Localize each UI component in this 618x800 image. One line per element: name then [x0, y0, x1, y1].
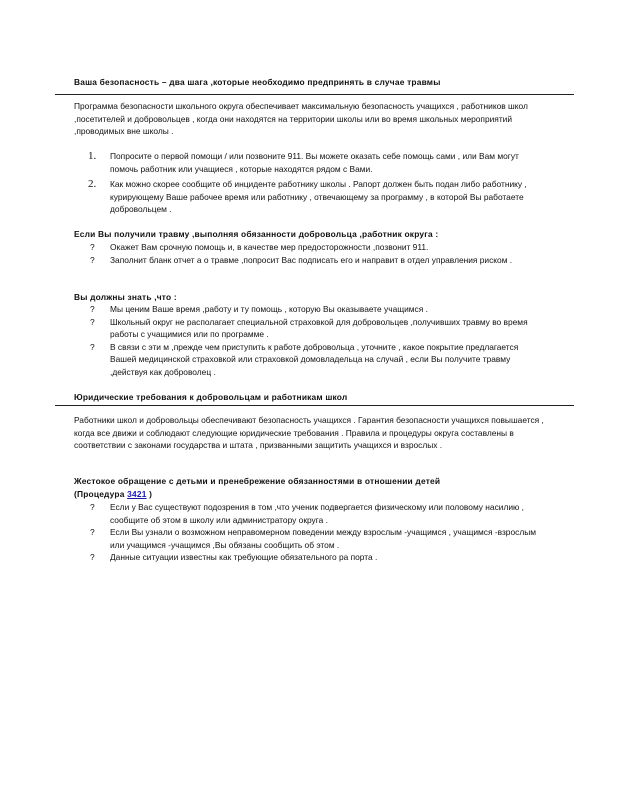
- list-item-text: Как можно скорее сообщите об инциденте работнику школы . Рапорт должен быть подан либо работнику , курирующему Ваше рабочее время или работнику , отвечающему за программу , в которой Вы работаете добровольцем .: [110, 179, 527, 214]
- procedure-reference: [74, 489, 152, 499]
- list-item-text: Окажет Вам срочную помощь и, в качестве мер предосторожности ,позвонит 911.: [110, 242, 429, 252]
- legal-paragraph: Работники школ и добровольцы обеспечивают безопасность учащихся . Гарантия безопасности учащихся повышается , когда все движи и соблюдают следующие юридические требования . Правила и процедуры округа составлены в соответствии с законами государства и штата , призванными защитить учащихся и взрослых .: [74, 415, 544, 450]
- list-item-text: Если Вы узнали о возможном неправомерном поведении между взрослым -учащимся , учащимся -взрослым или учащимся -учащимся ,Вы обязаны сообщить об этом .: [110, 527, 536, 550]
- question-mark-bullet-icon: ?: [90, 341, 95, 352]
- abuse-list: [74, 501, 544, 564]
- section-divider: [55, 405, 574, 406]
- list-item-text: Мы ценим Ваше время ,работу и ту помощь , которую Вы оказываете учащимся .: [110, 304, 428, 314]
- list-item-text: Данные ситуации известны как требующие обязательного ра порта .: [110, 552, 378, 562]
- list-item: [74, 178, 544, 216]
- list-item-text: В связи с эти м ,прежде чем приступить к работе добровольца , уточните , какое покрытие предлагается Вашей медицинской страховкой или страховкой домовладельца на случай , если Вы получите травму ,действуя как доброволец .: [110, 341, 519, 377]
- steps-list: [74, 150, 544, 219]
- abuse-heading: Жестокое обращение с детьми и пренебрежение обязанностями в отношении детей: [74, 476, 441, 486]
- list-marker: 2.: [88, 178, 97, 190]
- list-item-text: Если у Вас существуют подозрения в том ,что ученик подвергается физическому или половому насилию , сообщите об этом в школу или администратору округа .: [110, 502, 524, 525]
- know-list: [74, 303, 544, 378]
- intro-paragraph: Программа безопасности школьного округа обеспечивает максимальную безопасность учащихся , работников школ ,посетителей и добровольцев , когда они находятся на территории школы или во время школьных мероприятий ,проводимых вне школы .: [74, 101, 528, 136]
- procedure-prefix: (Процедура: [74, 489, 125, 499]
- question-mark-bullet-icon: ?: [90, 316, 95, 327]
- legal-heading: Юридические требования к добровольцам и работникам школ: [74, 392, 348, 402]
- list-item: [74, 501, 544, 526]
- injury-list: [74, 241, 544, 266]
- question-mark-bullet-icon: ?: [90, 304, 95, 314]
- list-item: [74, 316, 544, 341]
- list-item: [74, 303, 544, 316]
- safety-heading: Ваша безопасность – два шага ,которые необходимо предпринять в случае травмы: [74, 77, 441, 87]
- list-item-text: Заполнит бланк отчет а о травме ,попросит Вас подписать его и направит в отдел управления риском .: [110, 254, 513, 265]
- list-marker: 1.: [88, 150, 97, 162]
- question-mark-bullet-icon: ?: [90, 502, 95, 512]
- procedure-link[interactable]: 3421: [127, 489, 147, 499]
- question-mark-bullet-icon: ?: [90, 254, 95, 265]
- list-item: [74, 526, 544, 551]
- question-mark-bullet-icon: ?: [90, 527, 95, 537]
- list-item: [74, 254, 544, 267]
- list-item: [74, 241, 544, 254]
- procedure-suffix: ): [149, 489, 153, 499]
- list-item: [74, 341, 544, 379]
- list-item: [74, 150, 544, 175]
- question-mark-bullet-icon: ?: [90, 552, 95, 562]
- injury-heading: Если Вы получили травму ,выполняя обязанности добровольца ,работник округа :: [74, 229, 439, 239]
- list-item: [74, 551, 544, 564]
- know-heading: Вы должны знать ,что :: [74, 292, 177, 302]
- list-item-text: Попросите о первой помощи / или позвоните 911. Вы можете оказать себе помощь сами , или Вам могут помочь работник или учащиеся , которые находятся рядом с Вами.: [110, 151, 519, 174]
- list-item-text: Школьный округ не располагает специальной страховкой для добровольцев ,получивших травму во время работы с учащимися или по программе .: [110, 316, 528, 339]
- question-mark-bullet-icon: ?: [90, 242, 95, 252]
- section-divider: [55, 94, 574, 95]
